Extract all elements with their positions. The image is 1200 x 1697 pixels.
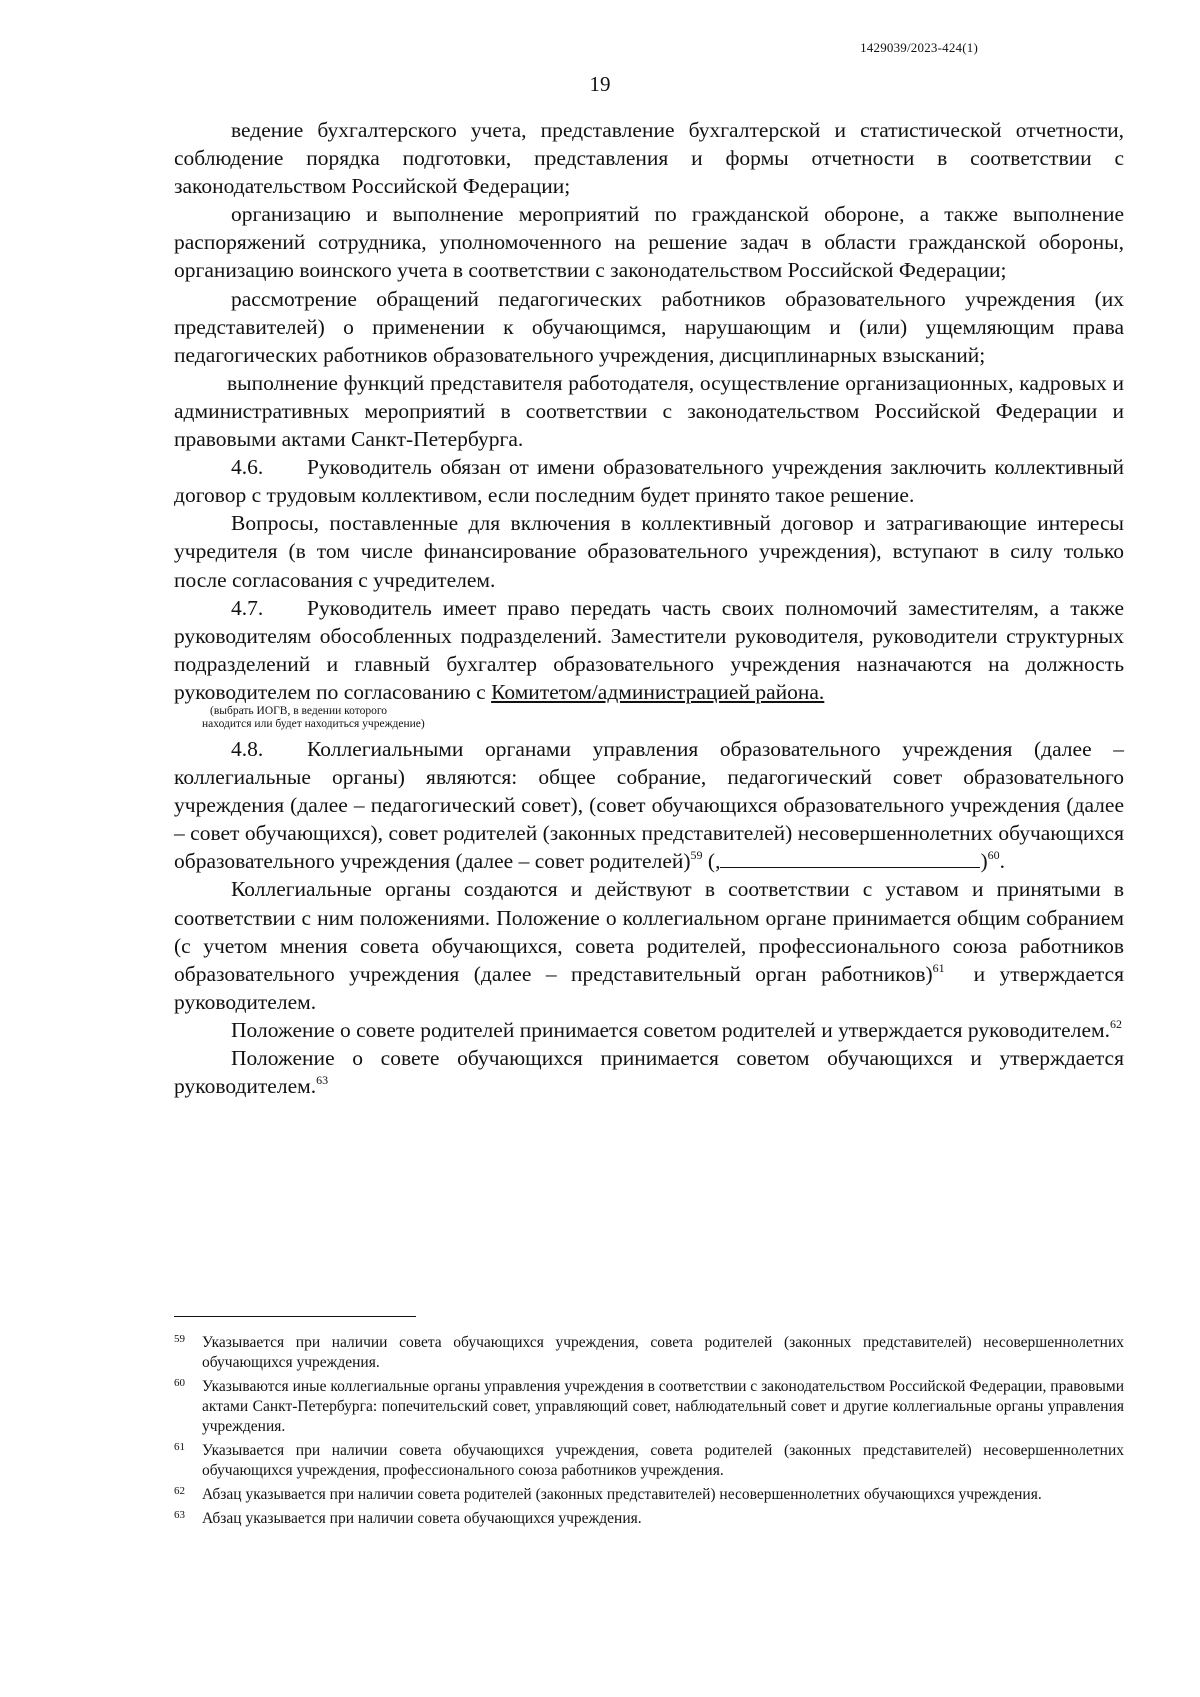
paragraph-text: Положение о совете обучающихся принимается советом обучающихся и утверждается руководителем. [174, 1046, 1124, 1099]
document-id: 1429039/2023-424(1) [860, 40, 978, 55]
footnote-ref-61[interactable]: 61 [932, 960, 945, 975]
clause-text: Руководитель обязан от имени образовательного учреждения заключить коллективный договор с трудовым коллективом, если последним будет принято такое решение. [174, 455, 1124, 508]
clause-4-7 [174, 594, 1124, 706]
footnote-text: Указывается при наличии совета обучающихся учреждения, совета родителей (законных представителей) несовершеннолетних обучающихся учреждения. [202, 1334, 1124, 1371]
footnotes [174, 1333, 1124, 1533]
clause-text-mid: (, [702, 849, 721, 874]
clause-text-end: ) [980, 849, 988, 874]
footnote-number: 62 [174, 1485, 185, 1497]
footnote-number: 63 [174, 1509, 185, 1521]
footnote-61 [174, 1441, 1124, 1481]
clause-number: 4.6. [231, 455, 264, 480]
footnote-ref-60[interactable]: 60 [987, 848, 1000, 863]
page-number: 19 [589, 72, 611, 96]
paragraph-appeals: рассмотрение обращений педагогических работников образовательного учреждения (их представителей) о применении к обучающимся, нарушающим и (или) ущемляющим права педагогических работников образовательного учреждения, дисциплинарных взысканий; [174, 286, 1124, 367]
fill-in-blank [720, 849, 980, 868]
footnote-59 [174, 1333, 1124, 1373]
paragraph-collective-agreement: Вопросы, поставленные для включения в коллективный договор и затрагивающие интересы учредителя (в том числе финансирование образовательного учреждения), вступают в силу только после согласования с учредителем. [174, 511, 1124, 592]
footnote-ref-62[interactable]: 62 [1109, 1016, 1122, 1031]
clause-number: 4.8. [231, 736, 264, 761]
footnote-ref-63[interactable]: 63 [316, 1073, 329, 1088]
paragraph-collegial-bodies [174, 875, 1130, 1015]
footnote-ref-59[interactable]: 59 [690, 848, 703, 863]
clause-text: Коллегиальными органами управления образовательного учреждения (далее – коллегиальные органы) являются: общее собрание, педагогический совет образовательного учреждения (далее – педагогический совет), (совет обучающихся образовательного учреждения (далее – совет обучающихся), совет родителей (законных представителей) несовершеннолетних обучающихся образовательного учреждения (далее – совет родителей) [174, 736, 1124, 874]
footnote-62 [174, 1485, 1124, 1505]
footnote-number: 60 [174, 1377, 185, 1389]
clause-4-6 [174, 453, 1124, 509]
paragraph-text: ведение бухгалтерского учета, представление бухгалтерской и статистической отчетности, соблюдение порядка подготовки, представления и формы отчетности в соответствии с законодательством Российской Федерации; [174, 118, 1124, 199]
paragraph-text-end: и утверждается руководителем. [174, 961, 1130, 1014]
clause-number: 4.7. [231, 595, 264, 620]
footnote-text: Абзац указывается при наличии совета обучающихся учреждения. [202, 1510, 642, 1527]
authority-note-line2: находится или будет находиться учреждение) [202, 718, 425, 731]
footnote-text: Указываются иные коллегиальные органы управления учреждения в соответствии с законодательством Российской Федерации, правовыми актами Санкт-Петербурга: попечительский совет, управляющий совет, наблюдательный совет и другие коллегиальные органы управления учреждения. [202, 1378, 1124, 1435]
body-text [174, 116, 1130, 1100]
footnote-63 [174, 1509, 1124, 1529]
footnote-text: Абзац указывается при наличии совета родителей (законных представителей) несовершеннолетних обучающихся учреждения. [202, 1486, 1042, 1503]
footnote-separator [174, 1316, 416, 1317]
paragraph-accounting [174, 116, 1124, 200]
footnote-number: 59 [174, 1333, 185, 1345]
paragraph-text: Положение о совете родителей принимается советом родителей и утверждается руководителем. [231, 1017, 1110, 1042]
underlined-authority: Комитетом/администрацией района. [491, 679, 825, 704]
paragraph-parents-council [174, 1016, 1124, 1044]
paragraph-text: Коллегиальные органы создаются и действуют в соответствии с уставом и принятыми в соответствии с ним положениями. Положение о коллегиальном органе принимается общим собранием (с учетом мнения совета обучающихся, совета родителей, профессионального союза работников образовательного учреждения (далее – представительный орган работников) [174, 877, 1124, 986]
footnote-number: 61 [174, 1441, 185, 1453]
footnote-60 [174, 1377, 1124, 1437]
footnote-text: Указывается при наличии совета обучающихся учреждения, совета родителей (законных представителей) несовершеннолетних обучающихся учреждения, профессионального союза работников учреждения. [202, 1442, 1124, 1479]
authority-note-line1: (выбрать ИОГВ, в ведении которого [210, 704, 388, 717]
authority-note [174, 705, 1124, 732]
clause-text: Руководитель имеет право передать часть своих полномочий заместителям, а также руководителям обособленных подразделений. Заместители руководителя, руководители структурных подразделений и главный бухгалтер образовательного учреждения назначаются на должность руководителем по согласованию с [174, 595, 1124, 704]
clause-text-tail: . [999, 849, 1006, 874]
paragraph-students-council [174, 1044, 1124, 1100]
clause-4-8 [174, 735, 1124, 875]
paragraph-employer-functions: выполнение функций представителя работодателя, осуществление организационных, кадровых и административных мероприятий в соответствии с законодательством Российской Федерации и правовыми актами Санкт-Петербурга. [174, 370, 1124, 452]
paragraph-civil-defense: организацию и выполнение мероприятий по гражданской обороне, а также выполнение распоряжений сотрудника, уполномоченного на решение задач в области гражданской обороны, организацию воинского учета в соответствии с законодательством Российской Федерации; [174, 202, 1124, 283]
